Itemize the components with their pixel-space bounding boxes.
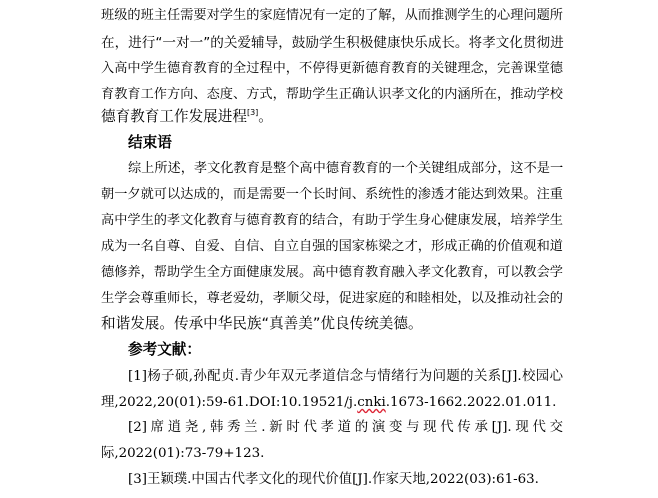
reference-3-line-1: [3]王颖璞.中国古代孝文化的现代价值[J].作家天地,2022(03):61-63. bbox=[128, 472, 539, 487]
conclusion-line-6: 生学会尊重师长，尊老爱幼，孝顺父母，促进家庭的和睦相处，以及推动社会的 bbox=[101, 291, 563, 306]
conclusion-line-4: 成为一名自尊、自爱、自信、自立自强的国家栋梁之才，形成正确的价值观和道 bbox=[101, 239, 563, 254]
references-heading: 参考文献： bbox=[128, 341, 201, 358]
reference-1-line-2 bbox=[101, 393, 563, 413]
conclusion-line-3: 高中学生的孝文化教育与德育教育的结合，有助于学生身心健康发展，培养学生 bbox=[101, 213, 563, 228]
reference-1-doi-suffix: .1673-1662.2022.01.011. bbox=[385, 395, 557, 410]
intro-line-4: 育教育工作方向、态度、方式，帮助学生正确认识孝文化的内涵所在，推动学校 bbox=[101, 87, 563, 102]
intro-line-3: 入高中学生德育教育的全过程中，不停得更新德育教育的关键理念，完善课堂德 bbox=[101, 61, 563, 76]
reference-1-line-1: [1]杨子硕,孙配贞.青少年双元孝道信念与情绪行为问题的关系[J].校园心 bbox=[128, 369, 563, 384]
intro-last-text: 德育教育工作发展进程 bbox=[101, 108, 247, 125]
reference-1-doi-prefix: 理,2022,20(01):59-61.DOI:10.19521/j. bbox=[101, 395, 358, 410]
intro-line-1: 班级的班主任需要对学生的家庭情况有一定的了解，从而推测学生的心理问题所 bbox=[101, 8, 563, 23]
reference-2-line-1: [2]席逍尧,韩秀兰.新时代孝道的演变与现代传承[J].现代交 bbox=[128, 420, 563, 435]
spellcheck-marked-word: cnki bbox=[357, 395, 386, 410]
conclusion-line-7: 和谐发展。传承中华民族“真善美”优良传统美德。 bbox=[101, 315, 423, 332]
conclusion-line-2: 朝一夕就可以达成的，而是需要一个长时间、系统性的渗透才能达到效果。注重 bbox=[101, 187, 563, 202]
conclusion-line-5: 德修养，帮助学生全方面健康发展。高中德育教育融入孝文化教育，可以教会学 bbox=[101, 265, 563, 280]
conclusion-line-1: 综上所述，孝文化教育是整个高中德育教育的一个关键组成部分，这不是一 bbox=[128, 161, 564, 176]
intro-line-2: 在，进行“一对一”的关爱辅导，鼓励学生积极健康快乐成长。将孝文化贯彻进 bbox=[101, 35, 564, 51]
citation-superscript: [3] bbox=[246, 108, 259, 118]
intro-line-5 bbox=[101, 107, 563, 127]
reference-2-line-2: 际,2022(01):73-79+123. bbox=[101, 446, 265, 461]
conclusion-heading: 结束语 bbox=[128, 134, 172, 151]
intro-last-punct: 。 bbox=[258, 108, 273, 125]
